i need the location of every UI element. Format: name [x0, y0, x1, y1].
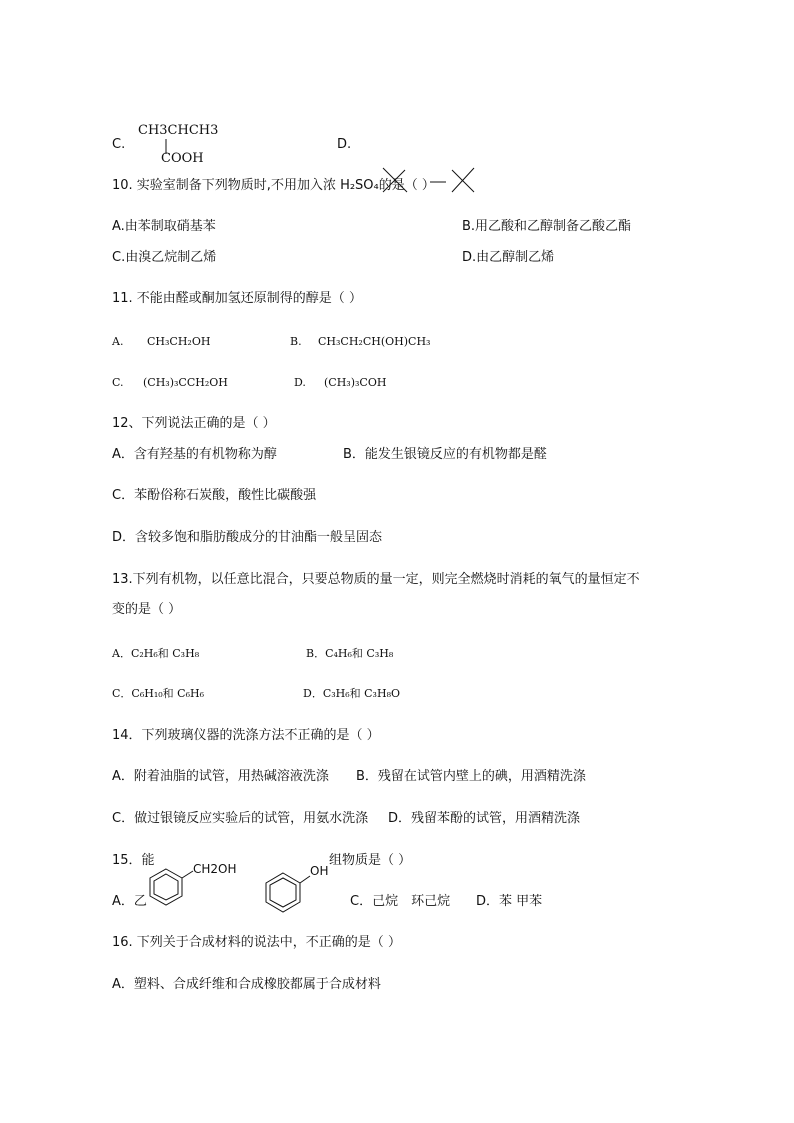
q13-stem-line1: 13.下列有机物，以任意比混合，只要总物质的量一定，则完全燃烧时消耗的氧气的量恒定不 [112, 572, 640, 587]
q11-option-a: CH₃CH₂OH [147, 335, 211, 348]
q14-option-c: C．做过银镜反应实验后的试管，用氨水洗涤 [112, 811, 369, 826]
q9-formula-top-text: CH3CHCH3 [138, 123, 219, 138]
q15-option-d: D．苯 甲苯 [476, 894, 543, 909]
q12-option-d: D．含较多饱和脂肪酸成分的甘油酯一般呈固态 [112, 530, 383, 545]
q15-option-a-label: A．乙 [112, 894, 147, 909]
q10-option-b: B.用乙酸和乙醇制备乙酸乙酯 [462, 219, 632, 234]
q12-option-c: C．苯酚俗称石炭酸，酸性比碳酸强 [112, 488, 317, 503]
q11-option-d: (CH₃)₃COH [324, 376, 387, 389]
q14-option-d: D．残留苯酚的试管，用酒精洗涤 [388, 811, 581, 826]
q11-option-a-label: A. [112, 335, 124, 348]
q11-option-b: CH₃CH₂CH(OH)CH₃ [318, 335, 431, 348]
q13-stem-line2: 变的是（ ） [112, 602, 182, 617]
q10-option-c: C.由溴乙烷制乙烯 [112, 250, 217, 265]
q16-stem: 16. 下列关于合成材料的说法中，不正确的是（ ） [112, 935, 401, 950]
q11-option-c: (CH₃)₃CCH₂OH [143, 376, 228, 389]
q15-option-c: C．己烷 环己烷 [350, 894, 451, 909]
phenol-inner-ring [270, 878, 296, 907]
q9-option-c-label: C. [112, 137, 126, 152]
q12-stem: 12、下列说法正确的是（ ） [112, 416, 276, 431]
q14-option-a: A．附着油脂的试管，用热碱溶液洗涤 [112, 769, 329, 784]
q10-option-a: A.由苯制取硝基苯 [112, 219, 216, 234]
q11-stem: 11. 不能由醛或酮加氢还原制得的醇是（ ） [112, 291, 362, 306]
q11-option-d-label: D. [294, 376, 306, 389]
q15-struct1-label: CH2OH [193, 862, 237, 876]
q12-option-a: A．含有羟基的有机物称为醇 [112, 447, 277, 462]
q13-option-c: C．C₆H₁₀和 C₆H₆ [112, 687, 204, 700]
q15-struct2-label: OH [310, 864, 329, 878]
q15-stem-start: 15．能 [112, 853, 155, 868]
q14-option-b: B．残留在试管内壁上的碘，用酒精洗涤 [356, 769, 586, 784]
q13-option-d: D．C₃H₆和 C₃H₈O [303, 687, 400, 700]
q11-option-c-label: C. [112, 376, 124, 389]
q10-stem: 10. 实验室制备下列物质时,不用加入浓 H₂SO₄的是（ ） [112, 178, 435, 193]
q9-formula-bottom-text: COOH [161, 151, 204, 166]
q14-stem: 14．下列玻璃仪器的洗涤方法不正确的是（ ） [112, 728, 380, 743]
q16-option-a: A．塑料、合成纤维和合成橡胶都属于合成材料 [112, 977, 381, 992]
q11-option-b-label: B. [290, 335, 302, 348]
q15-stem-end: 组物质是（ ） [329, 853, 412, 868]
q10-option-d: D.由乙醇制乙烯 [462, 250, 555, 265]
q13-option-b: B．C₄H₆和 C₃H₈ [306, 647, 394, 660]
q9-option-d-label: D. [337, 137, 352, 152]
q13-option-a: A．C₂H₆和 C₃H₈ [112, 647, 200, 660]
q12-option-b: B．能发生银镜反应的有机物都是醛 [343, 447, 547, 462]
